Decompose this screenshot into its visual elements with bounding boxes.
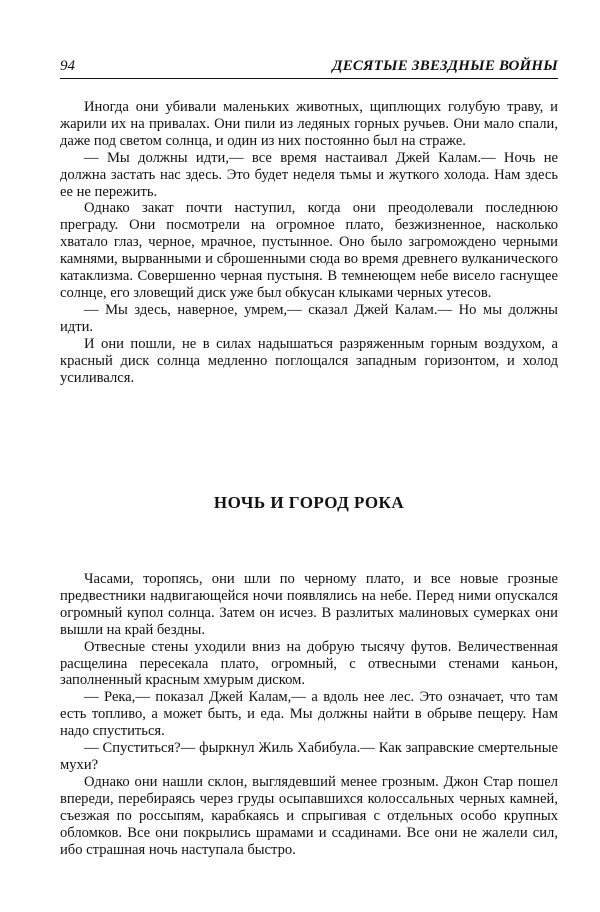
section-one-text <box>60 99 558 386</box>
paragraph: Однако они нашли склон, выглядевший менее грозным. Джон Стар пошел впереди, перебираясь через груды осыпавшихся колоссальных черных камней, съезжая по россыпям, карабкаясь и спрыгивая с отдельных особо крупных обломков. Все они покрылись шрамами и ссадинами. Все они не жалели сил, ибо страшная ночь наступала быстро. <box>60 773 558 858</box>
paragraph: Однако закат почти наступил, когда они преодолевали последнюю преграду. Они посмотрели на огромное плато, безжизненное, насколько хватало глаз, черное, мрачное, пустынное. Оно было загромождено черными камнями, вырванными и сброшенными сюда во время древнего вулканического катаклизма. Совершенно черная пустыня. В темнеющем небе висело гаснущее солнце, его зловещий диск уже был обкусан клыками черных утесов. <box>60 200 558 301</box>
paragraph: — Река,— показал Джей Калам,— а вдоль нее лес. Это означает, что там есть топливо, а может быть, и еда. Мы должны найти в обрыве пещеру. Нам надо спуститься. <box>60 689 558 740</box>
paragraph: — Спуститься?— фыркнул Жиль Хабибула.— Как заправские смертельные мухи? <box>60 740 558 773</box>
section-two-text <box>60 571 558 858</box>
paragraph: — Мы здесь, наверное, умрем,— сказал Джей Калам.— Но мы должны идти. <box>60 301 558 335</box>
paragraph: И они пошли, не в силах надышаться разряженным горным воздухом, а красный диск солнца медленно поглощался западным горизонтом, и холод усиливался. <box>60 335 558 386</box>
page-number: 94 <box>60 58 75 74</box>
paragraph: — Мы должны идти,— все время настаивал Джей Калам.— Ночь не должна застать нас здесь. Это будет неделя тьмы и жуткого холода. Нам здесь ее не пережить. <box>60 149 558 200</box>
chapter-title: НОЧЬ И ГОРОД РОКА <box>213 493 405 512</box>
paragraph: Часами, торопясь, они шли по черному плато, и все новые грозные предвестники надвигающейся ночи появлялись на небе. Перед ними опускался огромный купол солнца. Затем он исчез. В разлитых малиновых сумерках они вышли на край бездны. <box>60 571 558 638</box>
running-title: ДЕСЯТЫЕ ЗВЕЗДНЫЕ ВОЙНЫ <box>332 58 558 74</box>
paragraph: Иногда они убивали маленьких животных, щиплющих голубую траву, и жарили их на привалах. Они пили из ледяных горных ручьев. Они мало спали, даже под светом солнца, и один из них постоянно был на страже. <box>60 99 558 149</box>
paragraph: Отвесные стены уходили вниз на добрую тысячу футов. Величественная расщелина пересекала плато, огромный, с отвесными стенами каньон, заполненный красным хмурым диском. <box>60 638 558 689</box>
running-header <box>60 57 558 79</box>
